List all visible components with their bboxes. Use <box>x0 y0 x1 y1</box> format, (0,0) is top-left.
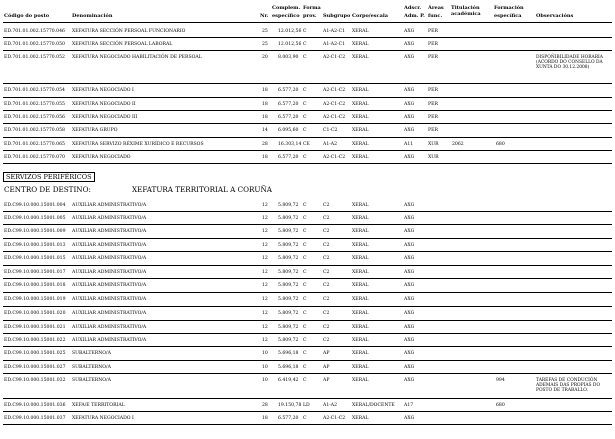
cell-subgroup: C2 <box>323 243 330 248</box>
row-divider <box>3 37 612 38</box>
cell-form: C <box>303 115 307 120</box>
cell-denomination: AUXILIAR ADMINISTRATIVO/A <box>72 256 147 261</box>
cell-corps: XERAL <box>352 42 369 47</box>
cell-subgroup: C2 <box>323 297 330 302</box>
cell-denomination: XEFATURA NEGOCIADO I <box>72 88 134 93</box>
cell-denomination: AUXILIAR ADMINISTRATIVO/A <box>72 229 147 234</box>
cell-form: C <box>303 216 307 221</box>
cell-form: LD <box>303 403 310 408</box>
cell-code: ED.701.01.002.15770.055 <box>4 102 65 107</box>
cell-adscr: AXG <box>404 102 415 107</box>
cell-form: C <box>303 416 307 421</box>
row-divider <box>3 320 612 321</box>
cell-nr: 12 <box>262 311 268 316</box>
cell-nr: 12 <box>262 243 268 248</box>
cell-code: ED.C99.10.000.15001.025 <box>4 351 66 356</box>
cell-area: PER <box>428 55 438 60</box>
cell-code: ED.701.01.002.15770.054 <box>4 88 65 93</box>
cell-adscr: AXG <box>404 55 415 60</box>
cell-complement: 5.809,72 <box>278 270 299 275</box>
cell-complement: 5.809,72 <box>278 311 299 316</box>
row-divider <box>3 110 612 111</box>
cell-form: C <box>303 102 307 107</box>
cell-nr: 12 <box>262 229 268 234</box>
cell-subgroup: C2 <box>323 270 330 275</box>
cell-complement: 6.577,20 <box>278 416 299 421</box>
cell-adscr: AXG <box>404 29 415 34</box>
cell-nr: 12 <box>262 256 268 261</box>
cell-subgroup: A2-C1-C2 <box>323 55 346 60</box>
cell-adscr: AXG <box>404 203 415 208</box>
cell-denomination: XEFATURA NEGOCIADO <box>72 155 131 160</box>
row-divider <box>3 346 612 347</box>
cell-nr: 14 <box>262 128 268 133</box>
header-subgroup: Subgrupo <box>323 13 351 19</box>
cell-complement: 5.696,18 <box>278 351 299 356</box>
cell-denomination: AUXILIAR ADMINISTRATIVO/A <box>72 325 147 330</box>
cell-form: C <box>303 42 307 47</box>
row-divider <box>3 123 612 124</box>
cell-subgroup: C1-C2 <box>323 128 338 133</box>
cell-corps: XERAL <box>352 243 369 248</box>
cell-form: C <box>303 283 307 288</box>
cell-adscr: AXG <box>404 338 415 343</box>
cell-complement: 16.303,14 <box>278 142 302 147</box>
cell-adscr: AXG <box>404 42 415 47</box>
cell-corps: XERAL <box>352 29 369 34</box>
cell-nr: 18 <box>262 88 268 93</box>
cell-nr: 12 <box>262 283 268 288</box>
cell-subgroup: A2-C1-C2 <box>323 115 346 120</box>
cell-form: CE <box>303 142 310 147</box>
cell-adscr: AXG <box>404 128 415 133</box>
cell-form: C <box>303 338 307 343</box>
cell-form: C <box>303 351 307 356</box>
cell-denomination: XEFATURA NEGOCIADO HABILITACIÓN DE PERSOAL <box>72 55 202 60</box>
cell-area: PER <box>428 29 438 34</box>
header-form-2: prov. <box>303 13 317 19</box>
cell-nr: 10 <box>262 378 268 383</box>
cell-code: ED.701.01.002.15770.046 <box>4 29 65 34</box>
header-areas-2: func. <box>428 13 443 19</box>
cell-form: C <box>303 229 307 234</box>
row-divider <box>3 373 612 374</box>
row-divider <box>3 411 612 412</box>
cell-training: 994 <box>496 378 505 383</box>
cell-complement: 5.809,72 <box>278 229 299 234</box>
cell-nr: 25 <box>262 29 268 34</box>
cell-nr: 12 <box>262 270 268 275</box>
cell-adscr: AXG <box>404 115 415 120</box>
cell-code: ED.C99.10.000.15001.009 <box>4 229 66 234</box>
cell-code: ED.701.01.002.15770.058 <box>4 128 65 133</box>
cell-nr: 10 <box>262 351 268 356</box>
cell-nr: 18 <box>262 102 268 107</box>
cell-code: ED.701.01.002.15770.050 <box>4 42 65 47</box>
cell-nr: 20 <box>262 55 268 60</box>
row-divider <box>3 163 612 164</box>
cell-form: C <box>303 378 307 383</box>
cell-area: PER <box>428 42 438 47</box>
cell-form: C <box>303 29 307 34</box>
cell-form: C <box>303 203 307 208</box>
cell-corps: XERAL <box>352 256 369 261</box>
cell-complement: 5.809,72 <box>278 283 299 288</box>
cell-complement: 5.809,72 <box>278 203 299 208</box>
header-denomination: Denominación <box>72 13 113 19</box>
cell-code: ED.C99.10.000.15001.017 <box>4 270 66 275</box>
cell-corps: XERAL <box>352 325 369 330</box>
cell-adscr: AXG <box>404 378 415 383</box>
cell-denomination: XEFATURA GRUPO <box>72 128 118 133</box>
cell-adscr: AXG <box>404 216 415 221</box>
cell-complement: 12.012,56 <box>278 42 302 47</box>
row-divider <box>3 278 612 279</box>
cell-subgroup: AP <box>323 365 330 370</box>
cell-code: ED.C99.10.000.15001.027 <box>4 365 66 370</box>
cell-adscr: AXG <box>404 256 415 261</box>
cell-corps: XERAL <box>352 55 369 60</box>
cell-corps: XERAL <box>352 216 369 221</box>
cell-complement: 19.150,78 <box>278 403 302 408</box>
cell-denomination: XEFA/E TERRITORIAL <box>72 403 125 408</box>
row-divider <box>3 211 612 212</box>
cell-denomination: AUXILIAR ADMINISTRATIVO/A <box>72 270 147 275</box>
cell-denomination: XEFATURA NEGOCIADO II <box>72 102 136 107</box>
header-code: Código do posto <box>4 13 50 19</box>
cell-complement: 6.577,20 <box>278 88 299 93</box>
cell-code: ED.C99.10.000.15001.036 <box>4 403 66 408</box>
cell-denomination: XEFATURA NEGOCIADO I <box>72 416 134 421</box>
cell-complement: 6.577,20 <box>278 115 299 120</box>
cell-adscr: A11 <box>404 142 414 147</box>
cell-area: PER <box>428 102 438 107</box>
cell-complement: 5.809,72 <box>278 325 299 330</box>
cell-code: ED.C99.10.000.15001.004 <box>4 203 66 208</box>
cell-form: C <box>303 55 307 60</box>
cell-subgroup: C2 <box>323 256 330 261</box>
cell-form: C <box>303 297 307 302</box>
cell-code: ED.701.01.002.15770.065 <box>4 142 65 147</box>
cell-complement: 6.419,42 <box>278 378 299 383</box>
cell-corps: XERAL <box>352 311 369 316</box>
row-divider <box>3 333 612 334</box>
cell-corps: XERAL <box>352 378 369 383</box>
cell-denomination: XEFATURA SERVIZO RÉXIME XURÍDICO E RECURSOS <box>72 142 204 147</box>
cell-corps: XERAL <box>352 297 369 302</box>
cell-adscr: AXG <box>404 351 415 356</box>
row-divider <box>3 251 612 252</box>
cell-adscr: AXG <box>404 416 415 421</box>
cell-area: PER <box>428 128 438 133</box>
cell-complement: 5.809,72 <box>278 297 299 302</box>
cell-nr: 12 <box>262 325 268 330</box>
cell-corps: XERAL <box>352 128 369 133</box>
cell-nr: 18 <box>262 416 268 421</box>
cell-corps: XERAL <box>352 102 369 107</box>
header-adscr-2: Adm. P. <box>404 13 425 19</box>
cell-complement: 5.809,72 <box>278 216 299 221</box>
cell-nr: 12 <box>262 203 268 208</box>
cell-code: ED.C99.10.000.15001.015 <box>4 256 66 261</box>
row-divider <box>3 50 612 51</box>
cell-denomination: AUXILIAR ADMINISTRATIVO/A <box>72 243 147 248</box>
row-divider <box>3 83 612 84</box>
row-divider <box>3 292 612 293</box>
row-divider <box>3 97 612 98</box>
cell-form: C <box>303 270 307 275</box>
row-divider <box>3 360 612 361</box>
cell-corps: XERAL <box>352 283 369 288</box>
header-title: Titulación académica <box>451 5 481 17</box>
cell-subgroup: C2 <box>323 338 330 343</box>
cell-code: ED.C99.10.000.15001.037 <box>4 416 66 421</box>
cell-denomination: AUXILIAR ADMINISTRATIVO/A <box>72 311 147 316</box>
cell-nr: 25 <box>262 42 268 47</box>
cell-code: ED.C99.10.000.15001.013 <box>4 243 66 248</box>
header-remarks: Observacións <box>536 13 574 19</box>
cell-subgroup: A1-A2-C1 <box>323 29 346 34</box>
cell-subgroup: A2-C1-C2 <box>323 102 346 107</box>
row-divider <box>3 265 612 266</box>
header-adscr-1: Adscr. <box>404 5 422 11</box>
cell-code: ED.C99.10.000.15001.032 <box>4 378 66 383</box>
cell-training: 680 <box>496 403 505 408</box>
cell-form: C <box>303 311 307 316</box>
cell-corps: XERAL <box>352 351 369 356</box>
cell-subgroup: A1-A2-C1 <box>323 42 346 47</box>
cell-denomination: XEFATURA SECCIÓN PERSOAL FUNCIONARIO <box>72 29 186 34</box>
cell-form: C <box>303 243 307 248</box>
cell-corps: XERAL/DOCENTE <box>352 403 395 408</box>
cell-nr: 18 <box>262 115 268 120</box>
cell-subgroup: A2-C1-C2 <box>323 416 346 421</box>
cell-nr: 28 <box>262 142 268 147</box>
cell-adscr: A17 <box>404 403 414 408</box>
header-corps: Corpo/escala <box>352 13 389 19</box>
cell-denomination: AUXILIAR ADMINISTRATIVO/A <box>72 283 147 288</box>
cell-adscr: AXG <box>404 283 415 288</box>
cell-complement: 6.577,20 <box>278 155 299 160</box>
cell-code: ED.701.01.002.15770.056 <box>4 115 65 120</box>
cell-form: C <box>303 256 307 261</box>
cell-training: 680 <box>496 142 505 147</box>
cell-nr: 12 <box>262 338 268 343</box>
cell-adscr: AXG <box>404 88 415 93</box>
cell-complement: 5.809,72 <box>278 243 299 248</box>
cell-complement: 12.012,56 <box>278 29 302 34</box>
header-complement-1: Complem. <box>272 5 301 11</box>
row-divider <box>3 137 612 138</box>
row-divider <box>3 224 612 225</box>
cell-subgroup: C2 <box>323 203 330 208</box>
cell-subgroup: A2-C1-C2 <box>323 155 346 160</box>
cell-nr: 12 <box>262 216 268 221</box>
cell-complement: 8.003,90 <box>278 55 299 60</box>
cell-form: C <box>303 155 307 160</box>
cell-denomination: SUBALTERNO/A <box>72 378 111 383</box>
cell-denomination: AUXILIAR ADMINISTRATIVO/A <box>72 338 147 343</box>
row-divider <box>3 306 612 307</box>
cell-adscr: AXG <box>404 270 415 275</box>
cell-form: C <box>303 365 307 370</box>
header-divider <box>3 22 612 23</box>
cell-denomination: AUXILIAR ADMINISTRATIVO/A <box>72 216 147 221</box>
cell-code: ED.701.01.002.15770.052 <box>4 55 65 60</box>
cell-remarks: DISPOÑIBILIDADE HORARIA (ACORDO DO CONSELLO DA XUNTA DO 30.12.2008) <box>536 55 603 70</box>
cell-complement: 5.809,72 <box>278 338 299 343</box>
header-complement-2: específico <box>272 13 300 19</box>
cell-denomination: SUBALTERNO/A <box>72 351 111 356</box>
cell-code: ED.C99.10.000.15001.019 <box>4 297 66 302</box>
cell-area: PER <box>428 115 438 120</box>
cell-denomination: AUXILIAR ADMINISTRATIVO/A <box>72 297 147 302</box>
cell-corps: XERAL <box>352 203 369 208</box>
cell-complement: 6.095,60 <box>278 128 299 133</box>
cell-corps: XERAL <box>352 142 369 147</box>
cell-adscr: AXG <box>404 243 415 248</box>
cell-denomination: XEFATURA SECCIÓN PERSOAL LABORAL <box>72 42 173 47</box>
header-training-2: específica <box>494 13 522 19</box>
cell-complement: 6.577,20 <box>278 102 299 107</box>
cell-subgroup: C2 <box>323 311 330 316</box>
cell-corps: XERAL <box>352 416 369 421</box>
cell-denomination: SUBALTERNO/A <box>72 365 111 370</box>
cell-nr: 18 <box>262 155 268 160</box>
cell-corps: XERAL <box>352 365 369 370</box>
row-divider <box>3 238 612 239</box>
cell-complement: 5.696,18 <box>278 365 299 370</box>
cell-adscr: AXG <box>404 229 415 234</box>
row-divider <box>3 398 612 399</box>
header-nr: Nr. <box>260 13 269 19</box>
row-divider <box>3 150 612 151</box>
cell-subgroup: C2 <box>323 229 330 234</box>
cell-code: ED.C99.10.000.15001.021 <box>4 325 66 330</box>
cell-corps: XERAL <box>352 88 369 93</box>
cell-corps: XERAL <box>352 229 369 234</box>
header-areas-1: Áreas <box>428 5 444 11</box>
header-form-1: Forma <box>303 5 321 11</box>
cell-form: C <box>303 325 307 330</box>
destination-label: CENTRO DE DESTINO: <box>4 185 91 194</box>
cell-subgroup: A1-A2 <box>323 403 338 408</box>
cell-subgroup: AP <box>323 351 330 356</box>
row-divider <box>3 424 612 425</box>
cell-code: ED.C99.10.000.15001.018 <box>4 283 66 288</box>
cell-code: ED.C99.10.000.15001.005 <box>4 216 66 221</box>
cell-subgroup: C2 <box>323 283 330 288</box>
cell-complement: 5.809,72 <box>278 256 299 261</box>
cell-corps: XERAL <box>352 270 369 275</box>
section-label: SERVIZOS PERIFÉRICOS <box>3 172 95 182</box>
header-training-1: Formación <box>494 5 524 11</box>
cell-form: C <box>303 128 307 133</box>
cell-adscr: AXG <box>404 325 415 330</box>
cell-denomination: AUXILIAR ADMINISTRATIVO/A <box>72 203 147 208</box>
cell-subgroup: AP <box>323 378 330 383</box>
cell-code: ED.C99.10.000.15001.020 <box>4 311 66 316</box>
cell-adscr: AXG <box>404 155 415 160</box>
cell-nr: 10 <box>262 365 268 370</box>
cell-title: 2062 <box>452 142 464 147</box>
cell-code: ED.C99.10.000.15001.022 <box>4 338 66 343</box>
cell-adscr: AXG <box>404 297 415 302</box>
cell-denomination: XEFATURA NEGOCIADO III <box>72 115 138 120</box>
cell-area: PER <box>428 88 438 93</box>
cell-subgroup: C2 <box>323 216 330 221</box>
cell-corps: XERAL <box>352 115 369 120</box>
cell-nr: 12 <box>262 297 268 302</box>
cell-subgroup: A1-A2 <box>323 142 338 147</box>
cell-nr: 28 <box>262 403 268 408</box>
cell-form: C <box>303 88 307 93</box>
cell-adscr: AXG <box>404 365 415 370</box>
cell-corps: XERAL <box>352 338 369 343</box>
cell-corps: XERAL <box>352 155 369 160</box>
cell-adscr: AXG <box>404 311 415 316</box>
cell-remarks: TAREFAS DE CONDUCIÓN ADEMAIS DAS PROPIAS DO POSTO DE TRABALLO. <box>536 378 601 393</box>
cell-subgroup: C2 <box>323 325 330 330</box>
destination-value: XEFATURA TERRITORIAL A CORUÑA <box>132 185 272 194</box>
cell-code: ED.701.01.002.15770.070 <box>4 155 65 160</box>
cell-subgroup: A2-C1-C2 <box>323 88 346 93</box>
cell-area: XUR <box>428 155 439 160</box>
cell-area: XUR <box>428 142 439 147</box>
